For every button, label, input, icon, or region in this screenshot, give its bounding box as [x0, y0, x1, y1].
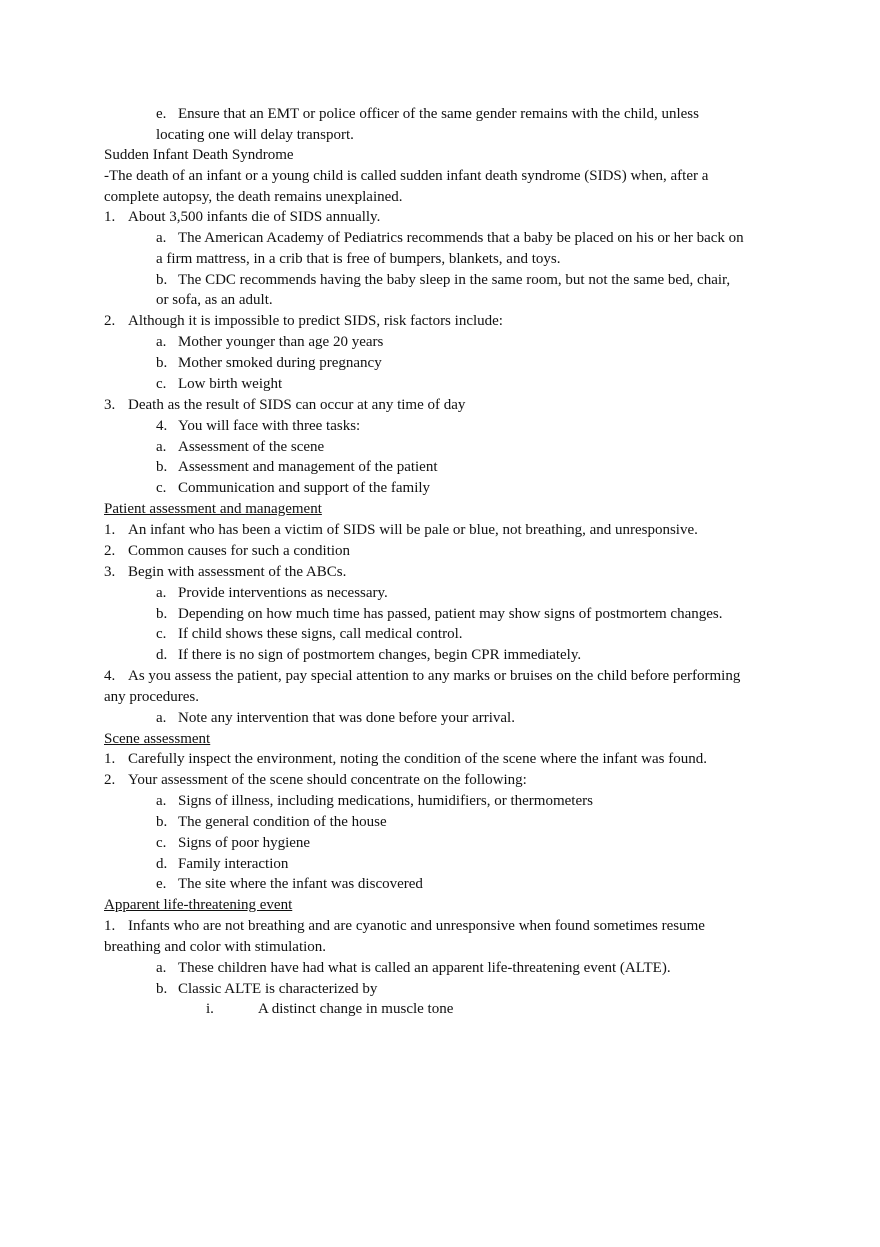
- list-text: The site where the infant was discovered: [178, 876, 423, 892]
- list-number: 2.: [104, 772, 116, 788]
- list-text: Begin with assessment of the ABCs.: [128, 564, 347, 580]
- list-number: 1.: [104, 209, 116, 225]
- section-heading-patient: Patient assessment and management: [104, 501, 322, 517]
- list-text: Ensure that an EMT or police officer of the same gender remains with the child, unless: [178, 106, 699, 122]
- list-number: 1.: [104, 522, 116, 538]
- list-label: e.: [156, 876, 167, 892]
- list-text: Assessment of the scene: [178, 439, 325, 455]
- sids-item-2c: [156, 374, 282, 395]
- list-text: Signs of illness, including medications, humidifiers, or thermometers: [178, 793, 593, 809]
- sids-item-3c: [156, 478, 430, 499]
- scene-item-2e: [156, 874, 423, 895]
- list-label: e.: [156, 106, 167, 122]
- list-label: b.: [156, 355, 168, 371]
- sids-item-2b: [156, 353, 382, 374]
- list-text: The CDC recommends having the baby sleep in the same room, but not the same bed, chair,: [178, 272, 731, 288]
- list-number: 1.: [104, 751, 116, 767]
- list-text: Provide interventions as necessary.: [178, 585, 388, 601]
- sids-intro-line2: complete autopsy, the death remains unexplained.: [104, 189, 403, 205]
- scene-item-2c: [156, 833, 310, 854]
- list-label: b.: [156, 814, 168, 830]
- list-label: b.: [156, 459, 168, 475]
- scene-item-1: [104, 749, 707, 770]
- list-text: A distinct change in muscle tone: [258, 1001, 454, 1017]
- scene-item-2: [104, 770, 527, 791]
- alte-item-1b-i: [206, 999, 453, 1020]
- list-text: Mother younger than age 20 years: [178, 334, 384, 350]
- list-text: You will face with three tasks:: [178, 418, 361, 434]
- list-label: b.: [156, 981, 168, 997]
- list-text: The general condition of the house: [178, 814, 387, 830]
- list-number: 2.: [104, 543, 116, 559]
- sids-item-3a: [156, 437, 324, 458]
- alte-item-1: [104, 916, 705, 937]
- section-heading-sids: Sudden Infant Death Syndrome: [104, 147, 294, 163]
- section-heading-alte: Apparent life-threatening event: [104, 897, 293, 913]
- list-text: Infants who are not breathing and are cyanotic and unresponsive when found sometimes resume: [128, 918, 705, 934]
- list-label: a.: [156, 230, 167, 246]
- list-text: If child shows these signs, call medical control.: [178, 626, 463, 642]
- list-number: 1.: [104, 918, 116, 934]
- list-text: Family interaction: [178, 856, 289, 872]
- list-label: 4.: [156, 418, 168, 434]
- list-label: a.: [156, 585, 167, 601]
- sids-item-1b-cont: or sofa, as an adult.: [156, 292, 273, 308]
- list-text: Communication and support of the family: [178, 480, 431, 496]
- sids-item-2a: [156, 332, 383, 353]
- list-number: 2.: [104, 313, 116, 329]
- list-label: b.: [156, 606, 168, 622]
- patient-item-3a: [156, 583, 388, 604]
- sids-item-1a: [156, 228, 744, 249]
- patient-item-2: [104, 541, 350, 562]
- list-text: An infant who has been a victim of SIDS will be pale or blue, not breathing, and unresponsive.: [128, 522, 698, 538]
- list-text: Signs of poor hygiene: [178, 835, 311, 851]
- list-text: If there is no sign of postmortem changes, begin CPR immediately.: [178, 647, 582, 663]
- list-label: a.: [156, 793, 167, 809]
- scene-item-2a: [156, 791, 593, 812]
- alte-item-1-cont: breathing and color with stimulation.: [104, 939, 327, 955]
- list-label: a.: [156, 960, 167, 976]
- sids-item-3: [104, 395, 465, 416]
- top-item-e-cont: locating one will delay transport.: [156, 127, 354, 143]
- alte-item-1b: [156, 979, 377, 1000]
- patient-item-4a: [156, 708, 515, 729]
- list-label: c.: [156, 835, 167, 851]
- list-label: c.: [156, 376, 167, 392]
- list-label: i.: [206, 1001, 214, 1017]
- list-text: Classic ALTE is characterized by: [178, 981, 378, 997]
- list-text: Although it is impossible to predict SIDS, risk factors include:: [128, 313, 503, 329]
- list-text: These children have had what is called an apparent life-threatening event (ALTE).: [178, 960, 671, 976]
- alte-item-1a: [156, 958, 671, 979]
- patient-item-3d: [156, 645, 581, 666]
- patient-item-3c: [156, 624, 463, 645]
- scene-item-2d: [156, 854, 288, 875]
- section-heading-scene: Scene assessment: [104, 731, 211, 747]
- list-text: Your assessment of the scene should concentrate on the following:: [128, 772, 527, 788]
- list-label: a.: [156, 439, 167, 455]
- list-label: c.: [156, 626, 167, 642]
- list-label: b.: [156, 272, 168, 288]
- list-text: Assessment and management of the patient: [178, 459, 438, 475]
- list-label: a.: [156, 334, 167, 350]
- list-text: Carefully inspect the environment, noting the condition of the scene where the infant was found.: [128, 751, 708, 767]
- list-label: c.: [156, 480, 167, 496]
- scene-item-2b: [156, 812, 387, 833]
- list-text: The American Academy of Pediatrics recommends that a baby be placed on his or her back on: [178, 230, 744, 246]
- sids-intro-line1: -The death of an infant or a young child is called sudden infant death syndrome (SIDS) when, after a: [104, 168, 709, 184]
- sids-item-1a-cont: a firm mattress, in a crib that is free of bumpers, blankets, and toys.: [156, 251, 561, 267]
- list-text: Death as the result of SIDS can occur at any time of day: [128, 397, 466, 413]
- list-number: 3.: [104, 564, 116, 580]
- list-label: d.: [156, 647, 168, 663]
- list-text: Depending on how much time has passed, patient may show signs of postmortem changes.: [178, 606, 723, 622]
- patient-item-4-cont: any procedures.: [104, 689, 199, 705]
- list-label: d.: [156, 856, 168, 872]
- sids-item-2: [104, 311, 503, 332]
- list-text: Common causes for such a condition: [128, 543, 351, 559]
- list-number: 4.: [104, 668, 116, 684]
- list-text: As you assess the patient, pay special attention to any marks or bruises on the child before performing: [128, 668, 741, 684]
- patient-item-3: [104, 562, 346, 583]
- sids-item-3b: [156, 457, 438, 478]
- top-item-e: [156, 104, 699, 125]
- list-text: Note any intervention that was done before your arrival.: [178, 710, 515, 726]
- patient-item-4: [104, 666, 740, 687]
- sids-item-1b: [156, 270, 730, 291]
- list-text: About 3,500 infants die of SIDS annually.: [128, 209, 381, 225]
- sids-item-1: [104, 207, 380, 228]
- list-label: a.: [156, 710, 167, 726]
- list-text: Mother smoked during pregnancy: [178, 355, 382, 371]
- patient-item-3b: [156, 604, 723, 625]
- list-number: 3.: [104, 397, 116, 413]
- patient-item-1: [104, 520, 698, 541]
- list-text: Low birth weight: [178, 376, 283, 392]
- sids-item-3-sub4: [156, 416, 360, 437]
